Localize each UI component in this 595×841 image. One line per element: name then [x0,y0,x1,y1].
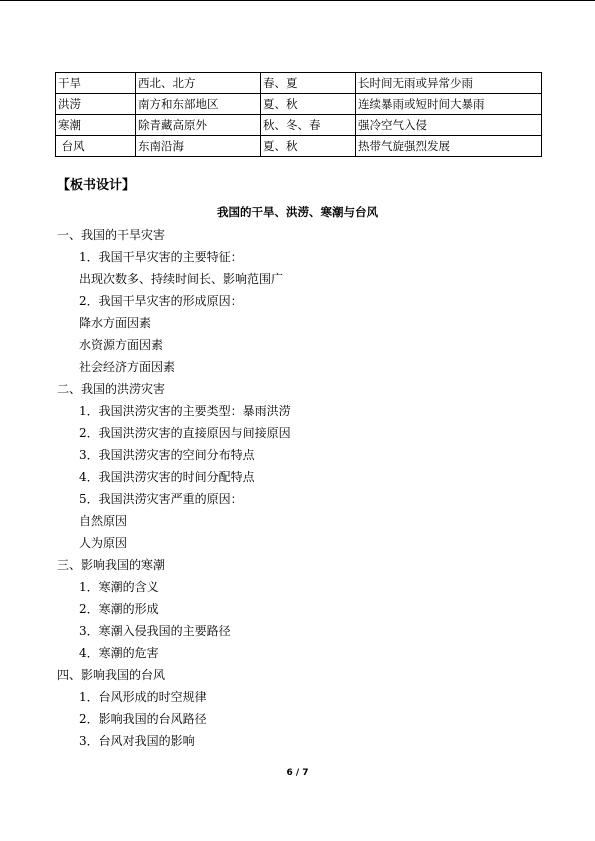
table-cell: 干旱 [56,73,136,94]
outline-item: 3．台风对我国的影响 [79,734,195,748]
outline-item: 出现次数多、持续时间长、影响范围广 [79,272,284,286]
table-cell: 强冷空气入侵 [356,115,542,136]
outline-heading: 四、影响我国的台风 [57,668,166,682]
outline-item: 2．我国洪涝灾害的直接原因与间接原因 [79,426,291,440]
table-row [56,94,542,115]
table-cell: 热带气旋强烈发展 [356,136,542,157]
table-cell: 台风 [56,136,136,157]
table-cell: 南方和东部地区 [136,94,261,115]
outline-item: 4．寒潮的危害 [79,646,159,660]
table-row [56,136,542,157]
outline-item: 自然原因 [79,514,128,528]
table-cell: 长时间无雨或异常少雨 [356,73,542,94]
table-cell: 秋、冬、春 [261,115,356,136]
table-cell: 春、夏 [261,73,356,94]
header-rule [0,0,595,1]
table-cell: 西北、北方 [136,73,261,94]
section-title: 【板书设计】 [57,178,136,193]
outline-item: 1．我国干旱灾害的主要特征： [79,250,243,264]
outline-item: 2．寒潮的形成 [79,602,159,616]
outline-item: 3．我国洪涝灾害的空间分布特点 [79,448,255,462]
table-cell: 洪涝 [56,94,136,115]
outline-item: 1．我国洪涝灾害的主要类型：暴雨洪涝 [79,404,291,418]
hazard-table [55,72,542,157]
outline-item: 降水方面因素 [79,316,152,330]
page-number: 6 / 7 [286,768,309,778]
outline-item: 2．影响我国的台风路径 [79,712,207,726]
outline-item: 1．台风形成的时空规律 [79,690,207,704]
outline-item: 人为原因 [79,536,128,550]
outline-heading: 三、影响我国的寒潮 [57,558,166,572]
table-cell: 连续暴雨或短时间大暴雨 [356,94,542,115]
outline-heading: 一、我国的干旱灾害 [57,228,166,242]
outline-item: 社会经济方面因素 [79,360,176,374]
outline-item: 4．我国洪涝灾害的时间分配特点 [79,470,255,484]
table-cell: 夏、秋 [261,94,356,115]
table-row [56,73,542,94]
outline-heading: 二、我国的洪涝灾害 [57,382,166,396]
table-row [56,115,542,136]
table-cell: 除青藏高原外 [136,115,261,136]
board-title: 我国的干旱、洪涝、寒潮与台风 [217,205,378,219]
table-cell: 夏、秋 [261,136,356,157]
outline-item: 3．寒潮入侵我国的主要路径 [79,624,231,638]
outline-item: 5．我国洪涝灾害严重的原因： [79,492,243,506]
outline-item: 水资源方面因素 [79,338,164,352]
outline-item: 1．寒潮的含义 [79,580,159,594]
table-cell: 寒潮 [56,115,136,136]
table-cell: 东南沿海 [136,136,261,157]
outline-item: 2．我国干旱灾害的形成原因： [79,294,243,308]
